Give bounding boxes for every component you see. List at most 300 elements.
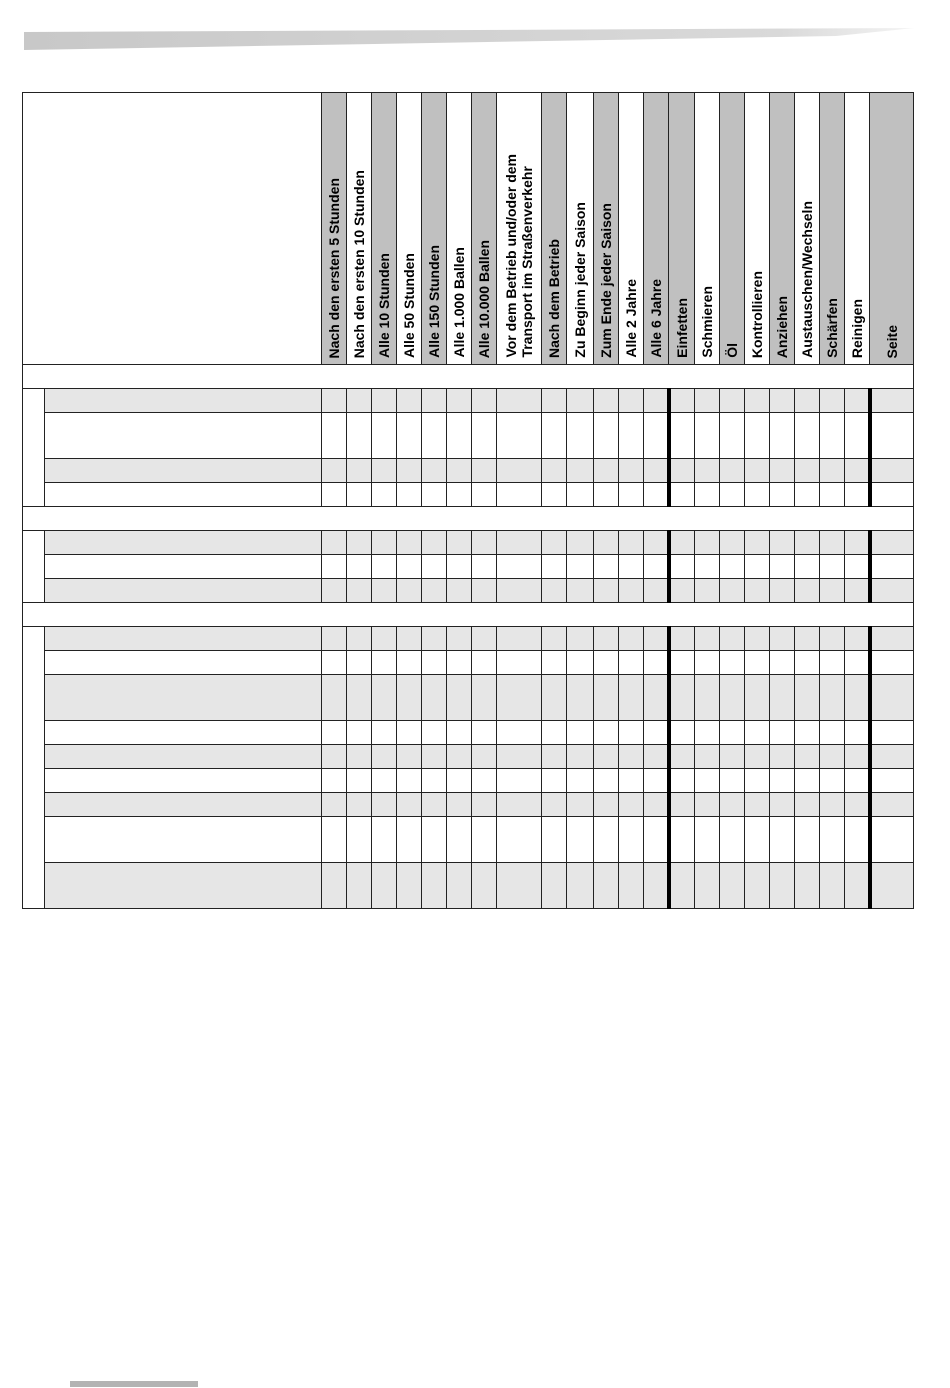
schedule-cell [644,579,669,603]
schedule-cell [372,531,397,555]
schedule-cell [795,769,820,793]
schedule-cell [845,863,870,909]
row-label-cell [45,863,322,909]
schedule-cell [372,817,397,863]
schedule-cell [372,769,397,793]
schedule-cell [322,769,347,793]
schedule-cell [695,483,720,507]
row-label-cell [45,555,322,579]
schedule-cell [447,675,472,721]
schedule-cell [472,389,497,413]
schedule-cell [372,651,397,675]
schedule-cell [447,459,472,483]
schedule-cell [372,483,397,507]
schedule-cell [422,579,447,603]
table-row [23,389,914,413]
column-header-label: Zu Beginn jeder Saison [572,202,588,358]
schedule-cell [447,721,472,745]
schedule-cell [845,769,870,793]
schedule-cell [472,651,497,675]
schedule-cell [372,627,397,651]
row-label-cell [45,579,322,603]
schedule-cell [770,459,795,483]
schedule-cell [397,531,422,555]
schedule-cell [542,651,567,675]
schedule-cell [619,531,644,555]
schedule-cell [422,745,447,769]
column-header-label: Einfetten [673,298,690,358]
schedule-cell [770,531,795,555]
schedule-cell [795,459,820,483]
schedule-cell [845,389,870,413]
schedule-cell [422,651,447,675]
schedule-cell [619,413,644,459]
column-header-label: Kontrollieren [749,270,765,358]
schedule-cell [870,651,914,675]
schedule-cell [497,817,542,863]
schedule-cell [322,483,347,507]
schedule-cell [472,531,497,555]
column-header-label: Alle 2 Jahre [623,279,639,358]
schedule-cell [472,745,497,769]
schedule-cell [472,459,497,483]
schedule-cell [820,817,845,863]
schedule-cell [870,745,914,769]
schedule-cell [695,721,720,745]
table-row [23,531,914,555]
schedule-cell [770,413,795,459]
schedule-cell [644,531,669,555]
row-label-cell [45,627,322,651]
schedule-cell [422,389,447,413]
schedule-cell [397,459,422,483]
schedule-cell [472,483,497,507]
schedule-cell [347,555,372,579]
schedule-cell [820,627,845,651]
schedule-cell [347,675,372,721]
schedule-cell [770,721,795,745]
schedule-cell [594,413,619,459]
schedule-cell [644,483,669,507]
schedule-cell [820,651,845,675]
schedule-cell [745,721,770,745]
schedule-cell [372,579,397,603]
column-header-label: Alle 150 Stunden [426,245,442,358]
schedule-cell [870,531,914,555]
schedule-cell [322,627,347,651]
schedule-cell [619,675,644,721]
schedule-cell [619,745,644,769]
schedule-cell [567,793,594,817]
schedule-cell [644,745,669,769]
schedule-cell [745,389,770,413]
schedule-cell [644,721,669,745]
schedule-cell [372,745,397,769]
schedule-cell [845,745,870,769]
schedule-cell [695,793,720,817]
schedule-cell [372,413,397,459]
schedule-cell [695,413,720,459]
schedule-cell [745,413,770,459]
schedule-cell [720,721,745,745]
schedule-cell [422,675,447,721]
column-header-12 [644,93,669,365]
schedule-cell [845,413,870,459]
schedule-cell [542,389,567,413]
schedule-cell [542,483,567,507]
schedule-cell [322,389,347,413]
column-header-label: Nach dem Betrieb [546,238,562,358]
schedule-cell [397,745,422,769]
schedule-cell [870,793,914,817]
column-header-3 [397,93,422,365]
schedule-cell [745,627,770,651]
column-header-label: Zum Ende jeder Saison [598,203,614,358]
schedule-cell [745,579,770,603]
schedule-cell [372,863,397,909]
schedule-cell [870,627,914,651]
schedule-cell [542,769,567,793]
schedule-cell [745,555,770,579]
column-header-1 [347,93,372,365]
schedule-cell [820,555,845,579]
group-header-row [23,365,914,389]
schedule-cell [720,769,745,793]
schedule-cell [347,817,372,863]
schedule-cell [472,627,497,651]
column-header-label: Öl [724,343,740,358]
table-row [23,459,914,483]
schedule-cell [472,793,497,817]
schedule-cell [870,483,914,507]
schedule-cell [644,555,669,579]
schedule-cell [497,531,542,555]
schedule-cell [472,675,497,721]
table-row [23,579,914,603]
column-header-0 [322,93,347,365]
schedule-cell [447,579,472,603]
row-label-cell [45,721,322,745]
schedule-cell [567,817,594,863]
schedule-cell [870,769,914,793]
schedule-cell [542,793,567,817]
schedule-cell [594,389,619,413]
schedule-cell [472,413,497,459]
table-row [23,793,914,817]
schedule-cell [422,483,447,507]
schedule-cell [820,769,845,793]
schedule-cell [447,413,472,459]
schedule-cell [669,793,695,817]
schedule-cell [322,459,347,483]
schedule-cell [870,817,914,863]
schedule-cell [770,769,795,793]
schedule-cell [472,817,497,863]
row-label-cell [45,389,322,413]
schedule-cell [567,579,594,603]
schedule-cell [820,675,845,721]
schedule-cell [447,555,472,579]
schedule-cell [845,459,870,483]
column-header-label: Reinigen [849,298,865,358]
schedule-cell [347,651,372,675]
schedule-cell [447,531,472,555]
schedule-cell [322,721,347,745]
schedule-cell [720,651,745,675]
row-label-cell [45,817,322,863]
schedule-cell [594,555,619,579]
schedule-cell [347,793,372,817]
schedule-cell [372,459,397,483]
schedule-cell [745,531,770,555]
header-row [23,93,914,365]
schedule-cell [397,793,422,817]
schedule-cell [820,863,845,909]
schedule-cell [619,721,644,745]
schedule-cell [695,531,720,555]
schedule-cell [447,389,472,413]
schedule-cell [795,389,820,413]
header-band [24,28,914,50]
column-header-15 [720,93,745,365]
schedule-cell [542,579,567,603]
column-header-label: Alle 1.000 Ballen [451,247,467,358]
schedule-cell [845,555,870,579]
schedule-cell [472,555,497,579]
schedule-cell [795,531,820,555]
schedule-cell [542,863,567,909]
schedule-cell [870,721,914,745]
schedule-cell [422,413,447,459]
schedule-cell [397,817,422,863]
schedule-cell [447,769,472,793]
schedule-cell [594,863,619,909]
schedule-cell [422,793,447,817]
schedule-cell [870,413,914,459]
schedule-cell [619,769,644,793]
schedule-cell [497,413,542,459]
schedule-cell [619,651,644,675]
schedule-cell [745,745,770,769]
schedule-cell [845,721,870,745]
schedule-cell [845,483,870,507]
schedule-cell [845,651,870,675]
schedule-cell [644,413,669,459]
table-row [23,769,914,793]
schedule-cell [795,579,820,603]
schedule-cell [347,863,372,909]
schedule-cell [594,745,619,769]
schedule-cell [669,555,695,579]
column-header-label: Schmieren [699,286,715,358]
schedule-cell [497,675,542,721]
group-header-cell [23,507,914,531]
schedule-cell [567,745,594,769]
group-header-cell [23,365,914,389]
table-row [23,627,914,651]
schedule-cell [567,531,594,555]
column-header-7 [497,93,542,365]
schedule-cell [820,745,845,769]
column-header-17 [770,93,795,365]
schedule-cell [870,863,914,909]
schedule-cell [870,389,914,413]
schedule-cell [322,413,347,459]
schedule-cell [347,531,372,555]
schedule-cell [870,459,914,483]
schedule-cell [745,459,770,483]
schedule-cell [669,531,695,555]
schedule-cell [497,863,542,909]
schedule-cell [870,555,914,579]
schedule-cell [720,413,745,459]
schedule-cell [745,483,770,507]
schedule-cell [619,863,644,909]
schedule-cell [397,389,422,413]
schedule-cell [770,579,795,603]
schedule-cell [397,651,422,675]
schedule-cell [795,863,820,909]
schedule-cell [472,863,497,909]
column-header-label: Alle 6 Jahre [648,279,664,358]
column-header-label: Alle 10.000 Ballen [476,239,492,358]
schedule-cell [644,863,669,909]
schedule-cell [497,483,542,507]
schedule-cell [447,817,472,863]
schedule-cell [720,817,745,863]
schedule-cell [594,483,619,507]
schedule-cell [594,579,619,603]
schedule-cell [720,627,745,651]
schedule-cell [695,555,720,579]
schedule-cell [669,863,695,909]
schedule-cell [644,651,669,675]
schedule-cell [669,745,695,769]
schedule-cell [594,675,619,721]
schedule-cell [497,793,542,817]
schedule-cell [542,817,567,863]
schedule-cell [347,389,372,413]
schedule-cell [594,531,619,555]
schedule-cell [322,651,347,675]
table-row [23,817,914,863]
column-header-label: Anziehen [774,295,790,358]
schedule-cell [745,675,770,721]
schedule-cell [795,413,820,459]
schedule-cell [322,793,347,817]
column-header-9 [567,93,594,365]
schedule-cell [397,483,422,507]
schedule-cell [720,745,745,769]
schedule-cell [644,675,669,721]
schedule-cell [720,389,745,413]
row-label-cell [45,675,322,721]
schedule-cell [695,579,720,603]
schedule-cell [619,817,644,863]
column-header-21 [870,93,914,365]
schedule-cell [447,793,472,817]
schedule-cell [669,579,695,603]
schedule-cell [542,675,567,721]
schedule-cell [795,483,820,507]
schedule-cell [447,651,472,675]
schedule-cell [447,745,472,769]
schedule-cell [695,817,720,863]
schedule-cell [497,721,542,745]
schedule-cell [845,817,870,863]
schedule-cell [695,745,720,769]
column-header-14 [695,93,720,365]
column-header-4 [422,93,447,365]
schedule-cell [397,555,422,579]
schedule-cell [567,413,594,459]
schedule-cell [745,863,770,909]
footer-bar [70,1381,198,1387]
schedule-cell [542,459,567,483]
group-side-cell [23,389,45,507]
schedule-cell [669,389,695,413]
schedule-cell [820,531,845,555]
schedule-cell [770,483,795,507]
row-label-cell [45,483,322,507]
schedule-cell [397,863,422,909]
schedule-cell [619,627,644,651]
schedule-cell [594,627,619,651]
schedule-cell [770,793,795,817]
schedule-cell [372,721,397,745]
schedule-cell [795,675,820,721]
schedule-cell [695,627,720,651]
schedule-cell [594,721,619,745]
schedule-cell [567,555,594,579]
column-header-label: Austauschen/Wechseln [799,201,815,358]
schedule-cell [542,413,567,459]
schedule-cell [542,721,567,745]
schedule-cell [770,627,795,651]
schedule-cell [695,651,720,675]
schedule-cell [820,579,845,603]
column-header-label: Alle 50 Stunden [401,252,417,358]
schedule-cell [745,769,770,793]
column-header-18 [795,93,820,365]
schedule-cell [472,769,497,793]
schedule-cell [644,389,669,413]
schedule-cell [770,389,795,413]
schedule-cell [644,459,669,483]
schedule-cell [795,817,820,863]
table-row [23,483,914,507]
schedule-cell [770,555,795,579]
schedule-cell [422,721,447,745]
schedule-cell [795,651,820,675]
schedule-cell [347,413,372,459]
schedule-cell [720,579,745,603]
column-header-label: Nach den ersten 5 Stunden [326,177,342,358]
schedule-cell [372,555,397,579]
schedule-cell [372,389,397,413]
column-header-20 [845,93,870,365]
table-row [23,863,914,909]
schedule-cell [594,793,619,817]
schedule-cell [322,555,347,579]
schedule-cell [347,627,372,651]
schedule-cell [720,531,745,555]
schedule-cell [669,721,695,745]
column-header-16 [745,93,770,365]
schedule-cell [820,389,845,413]
schedule-cell [542,555,567,579]
column-header-label: Seite [883,324,900,358]
